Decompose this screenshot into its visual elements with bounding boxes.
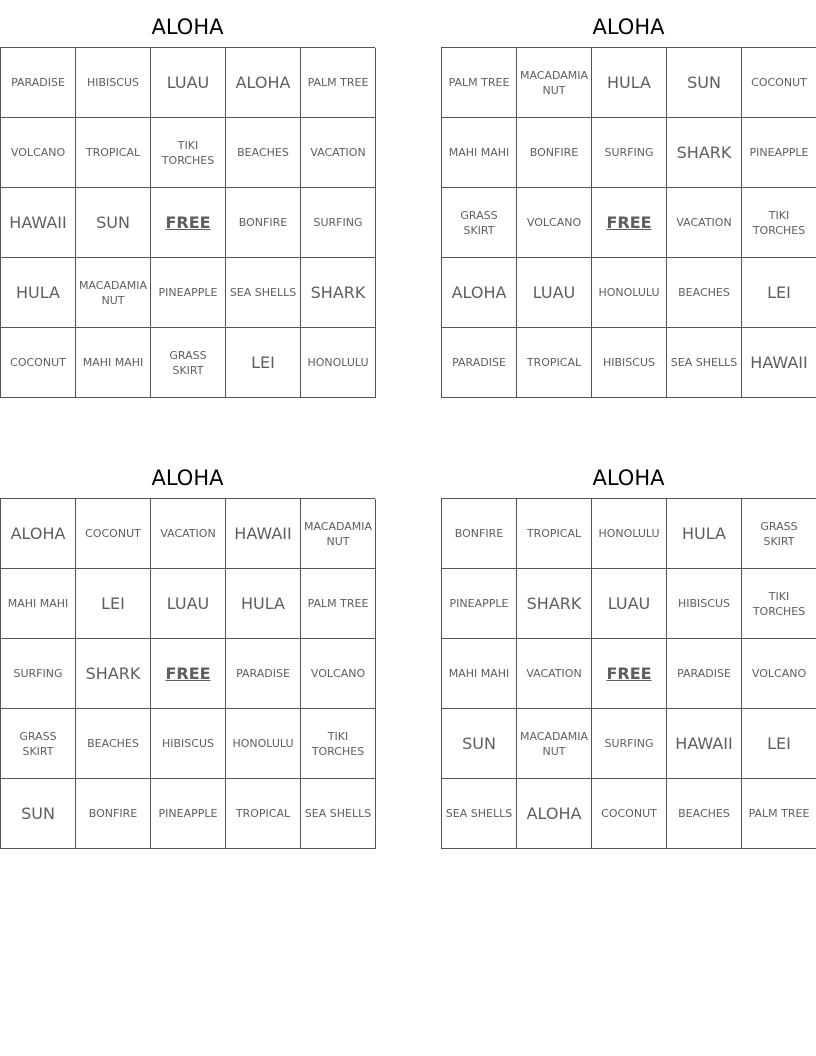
bingo-cell: LUAU [517, 258, 592, 328]
bingo-card-3 [0, 458, 375, 849]
bingo-grid [441, 47, 816, 398]
bingo-cell: TIKI TORCHES [742, 188, 816, 258]
bingo-cell: MACADAMIA NUT [517, 709, 592, 779]
bingo-cell: LUAU [151, 569, 226, 639]
bingo-cell: PALM TREE [301, 48, 376, 118]
bingo-cell: BEACHES [76, 709, 151, 779]
bingo-cell: ALOHA [517, 779, 592, 849]
bingo-cell: TIKI TORCHES [742, 569, 816, 639]
bingo-cell: HONOLULU [592, 258, 667, 328]
bingo-cell: COCONUT [1, 328, 76, 398]
bingo-cell: HAWAII [1, 188, 76, 258]
bingo-cell: LEI [742, 258, 816, 328]
bingo-cell: VACATION [301, 118, 376, 188]
bingo-cell: VACATION [151, 499, 226, 569]
bingo-cell: HONOLULU [592, 499, 667, 569]
bingo-cell: LEI [76, 569, 151, 639]
bingo-cell: TROPICAL [517, 328, 592, 398]
bingo-cell: GRASS SKIRT [742, 499, 816, 569]
bingo-cell: HONOLULU [226, 709, 301, 779]
bingo-cell: HAWAII [667, 709, 742, 779]
bingo-cell: SUN [76, 188, 151, 258]
bingo-grid [0, 498, 375, 849]
bingo-cell: HULA [1, 258, 76, 328]
bingo-cell: SURFING [1, 639, 76, 709]
bingo-cell: HULA [226, 569, 301, 639]
bingo-cell: MAHI MAHI [1, 569, 76, 639]
bingo-card-2 [441, 7, 816, 398]
bingo-cell: SURFING [592, 709, 667, 779]
bingo-cell: PARADISE [226, 639, 301, 709]
bingo-cell: PALM TREE [442, 48, 517, 118]
bingo-cell: LEI [742, 709, 816, 779]
free-space-cell: FREE [592, 188, 667, 258]
bingo-cell: HULA [592, 48, 667, 118]
bingo-cell: COCONUT [76, 499, 151, 569]
bingo-cell: SURFING [592, 118, 667, 188]
bingo-cell: ALOHA [442, 258, 517, 328]
bingo-cell: VOLCANO [1, 118, 76, 188]
bingo-cell: SUN [1, 779, 76, 849]
bingo-cell: HAWAII [742, 328, 816, 398]
bingo-cell: SURFING [301, 188, 376, 258]
bingo-cell: BONFIRE [226, 188, 301, 258]
bingo-cell: BEACHES [667, 779, 742, 849]
bingo-cell: LUAU [592, 569, 667, 639]
bingo-cell: SEA SHELLS [301, 779, 376, 849]
bingo-cell: HULA [667, 499, 742, 569]
bingo-cell: TROPICAL [76, 118, 151, 188]
free-space-cell: FREE [592, 639, 667, 709]
bingo-cell: GRASS SKIRT [442, 188, 517, 258]
bingo-cell: VACATION [517, 639, 592, 709]
bingo-cell: ALOHA [1, 499, 76, 569]
bingo-cell: HIBISCUS [592, 328, 667, 398]
bingo-cell: BONFIRE [76, 779, 151, 849]
bingo-cell: MAHI MAHI [442, 118, 517, 188]
card-title: ALOHA [592, 15, 665, 39]
bingo-cell: LEI [226, 328, 301, 398]
bingo-cell: BONFIRE [517, 118, 592, 188]
bingo-grid [0, 47, 375, 398]
bingo-cell: TROPICAL [226, 779, 301, 849]
bingo-cell: MACADAMIA NUT [301, 499, 376, 569]
bingo-cell: TROPICAL [517, 499, 592, 569]
bingo-cell: PALM TREE [301, 569, 376, 639]
bingo-cell: VOLCANO [517, 188, 592, 258]
bingo-cell: HONOLULU [301, 328, 376, 398]
bingo-cell: COCONUT [592, 779, 667, 849]
bingo-cell: LUAU [151, 48, 226, 118]
card-title: ALOHA [151, 15, 224, 39]
bingo-cell: VOLCANO [742, 639, 816, 709]
bingo-cell: BEACHES [667, 258, 742, 328]
bingo-cell: MAHI MAHI [76, 328, 151, 398]
free-space-cell: FREE [151, 639, 226, 709]
bingo-card-4 [441, 458, 816, 849]
bingo-cell: SEA SHELLS [442, 779, 517, 849]
bingo-cell: MAHI MAHI [442, 639, 517, 709]
bingo-cell: SEA SHELLS [667, 328, 742, 398]
bingo-cell: TIKI TORCHES [151, 118, 226, 188]
free-space-cell: FREE [151, 188, 226, 258]
bingo-cell: TIKI TORCHES [301, 709, 376, 779]
bingo-cell: SEA SHELLS [226, 258, 301, 328]
bingo-cell: HIBISCUS [667, 569, 742, 639]
bingo-cell: PARADISE [1, 48, 76, 118]
bingo-grid [441, 498, 816, 849]
bingo-cell: ALOHA [226, 48, 301, 118]
bingo-cell: PALM TREE [742, 779, 816, 849]
bingo-cell: MACADAMIA NUT [76, 258, 151, 328]
card-title: ALOHA [151, 466, 224, 490]
bingo-cell: PARADISE [442, 328, 517, 398]
bingo-card-1 [0, 7, 375, 398]
bingo-cell: PINEAPPLE [151, 258, 226, 328]
bingo-cell: PINEAPPLE [742, 118, 816, 188]
bingo-cell: GRASS SKIRT [1, 709, 76, 779]
bingo-cell: PARADISE [667, 639, 742, 709]
bingo-cell: GRASS SKIRT [151, 328, 226, 398]
bingo-cell: HIBISCUS [151, 709, 226, 779]
bingo-cell: SUN [667, 48, 742, 118]
bingo-cell: PINEAPPLE [151, 779, 226, 849]
bingo-cell: MACADAMIA NUT [517, 48, 592, 118]
bingo-cell: SUN [442, 709, 517, 779]
bingo-cell: BONFIRE [442, 499, 517, 569]
bingo-cell: BEACHES [226, 118, 301, 188]
bingo-cell: HIBISCUS [76, 48, 151, 118]
bingo-cell: SHARK [667, 118, 742, 188]
card-title: ALOHA [592, 466, 665, 490]
bingo-cell: HAWAII [226, 499, 301, 569]
bingo-cell: PINEAPPLE [442, 569, 517, 639]
bingo-cell: VACATION [667, 188, 742, 258]
bingo-cell: VOLCANO [301, 639, 376, 709]
bingo-cell: SHARK [76, 639, 151, 709]
bingo-cell: SHARK [301, 258, 376, 328]
bingo-cell: SHARK [517, 569, 592, 639]
bingo-cell: COCONUT [742, 48, 816, 118]
